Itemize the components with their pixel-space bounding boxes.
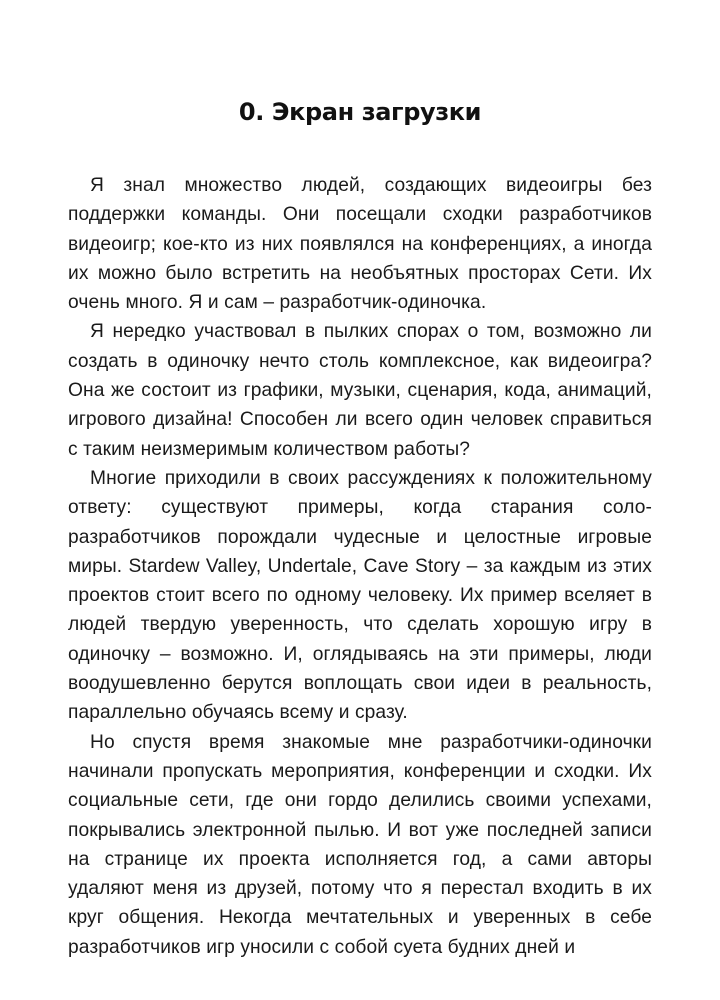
body-paragraph: Я знал множество людей, создающих видеоигры без поддержки команды. Они посещали сходки разработчиков видеоигр; кое-кто из них появлялся на конференциях, а иногда их можно было встретить на необъятных просторах Сети. Их очень много. Я и сам – разработчик-одиночка. [68, 175, 652, 314]
body-paragraph: Многие приходили в своих рассуждениях к положительному ответу: существуют примеры, когда старания соло-разработчиков порождали чудесные и целостные игровые миры. Stardew Valley, Undertale, Cave Story – за каждым из этих проектов стоит всего по одному человеку. Их пример вселяет в людей твердую уверенность, что сделать хорошую игру в одиночку – возможно. И, оглядываясь на эти примеры, люди воодушевленно берутся воплощать свои идеи в реальность, параллельно обучаясь всему и сразу. [68, 467, 652, 724]
book-page [68, 92, 652, 962]
body-paragraph: Я нередко участвовал в пылких спорах о том, возможно ли создать в одиночку нечто столь комплексное, как видеоигра? Она же состоит из графики, музыки, сценария, кода, анимаций, игрового дизайна! Способен ли всего один человек справиться с таким неизмеримым количеством работы? [68, 321, 652, 460]
body-paragraph: Но спустя время знакомые мне разработчики-одиночки начинали пропускать мероприятия, конференции и сходки. Их социальные сети, где они гордо делились своими успехами, покрывались электронной пылью. И вот уже последней записи на странице их проекта исполняется год, а сами авторы удаляют меня из друзей, потому что я перестал входить в их круг общения. Некогда мечтательных и уверенных в себе разработчиков игр уносили с собой суета будних дней и [68, 731, 652, 958]
chapter-title: 0. Экран загрузки [238, 98, 482, 126]
